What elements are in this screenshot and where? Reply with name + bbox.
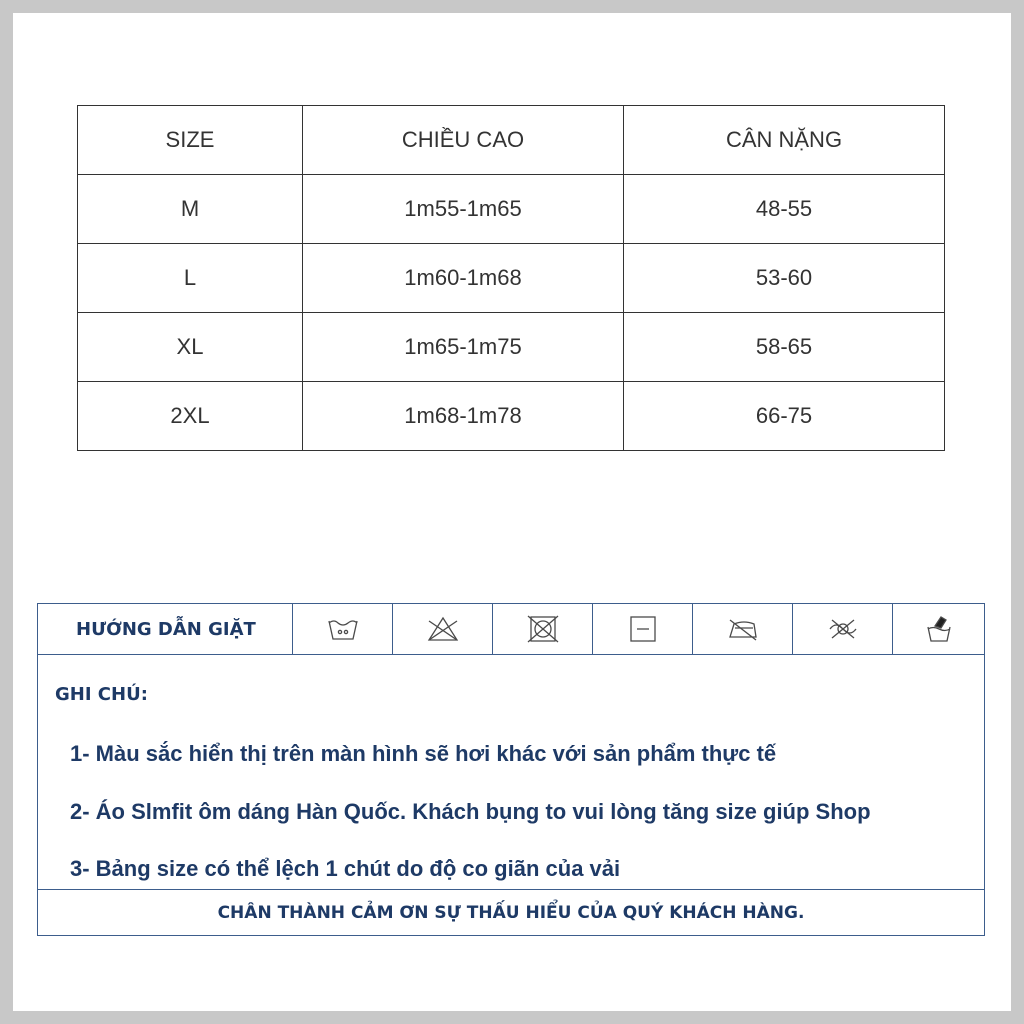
table-row [78,313,945,382]
wash-30-icon [293,604,393,654]
cell-weight: 48-55 [624,175,945,244]
iron-low-icon [693,604,793,654]
page [13,13,1011,1011]
cell-size: 2XL [78,382,303,451]
cell-size: L [78,244,303,313]
cell-size: M [78,175,303,244]
cell-height: 1m60-1m68 [303,244,624,313]
note-item: 2- Áo Slmfit ôm dáng Hàn Quốc. Khách bụng to vui lòng tăng size giúp Shop [70,799,871,824]
note-item: 1- Màu sắc hiển thị trên màn hình sẽ hơi khác với sản phẩm thực tế [70,741,777,766]
dry-flat-icon [593,604,693,654]
header-height: CHIỀU CAO [303,106,624,175]
cell-weight: 53-60 [624,244,945,313]
no-bleach-icon [393,604,493,654]
hand-wash-icon [893,604,984,654]
table-row [78,175,945,244]
note-item: 3- Bảng size có thể lệch 1 chút do độ co giãn của vải [70,856,621,881]
table-row [78,244,945,313]
cell-size: XL [78,313,303,382]
table-row [78,382,945,451]
no-dry-clean-icon [793,604,893,654]
header-size: SIZE [78,106,303,175]
cell-height: 1m68-1m78 [303,382,624,451]
thanks-message: CHÂN THÀNH CẢM ƠN SỰ THẤU HIỂU CỦA QUÝ KHÁCH HÀNG. [38,889,984,935]
cell-height: 1m65-1m75 [303,313,624,382]
no-tumble-dry-icon [493,604,593,654]
cell-weight: 66-75 [624,382,945,451]
care-title: HƯỚNG DẪN GIẶT [38,604,293,654]
size-table [77,105,945,451]
care-header [38,604,984,655]
header-weight: CÂN NẶNG [624,106,945,175]
cell-height: 1m55-1m65 [303,175,624,244]
care-instructions-box [37,603,985,936]
notes-title: GHI CHÚ: [55,684,148,705]
table-header-row [78,106,945,175]
cell-weight: 58-65 [624,313,945,382]
